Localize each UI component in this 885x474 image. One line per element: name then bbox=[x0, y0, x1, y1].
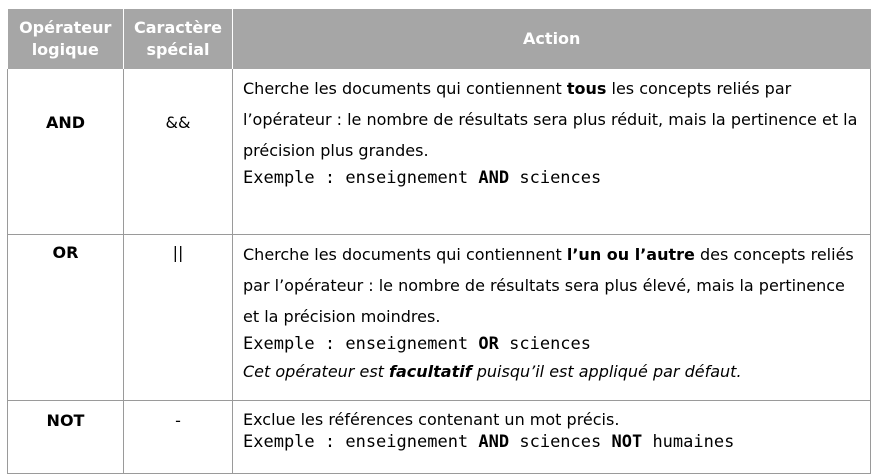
operator-cell: OR bbox=[8, 235, 124, 401]
example-text: sciences bbox=[509, 168, 602, 188]
table-row-and bbox=[8, 69, 871, 235]
example-text: humaines bbox=[642, 432, 735, 452]
operator-cell: NOT bbox=[8, 401, 124, 474]
note-text: puisqu’il est appliqué par défaut. bbox=[471, 362, 742, 381]
example-text: Exemple : enseignement bbox=[243, 334, 479, 354]
action-cell bbox=[233, 69, 871, 235]
example-line bbox=[243, 166, 862, 190]
example-line bbox=[243, 431, 862, 453]
table-row-or bbox=[8, 235, 871, 401]
special-char-cell: && bbox=[124, 69, 233, 235]
description-text: Cherche les documents qui contiennent bbox=[243, 245, 567, 264]
special-char-cell: || bbox=[124, 235, 233, 401]
example-text: Exemple : enseignement bbox=[243, 432, 479, 452]
note-text: Cet opérateur est bbox=[243, 362, 390, 381]
action-cell bbox=[233, 401, 871, 474]
description-emphasis: tous bbox=[566, 79, 607, 98]
action-description bbox=[243, 73, 862, 166]
header-row bbox=[8, 9, 871, 69]
example-line bbox=[243, 332, 862, 356]
description-text: Cherche les documents qui contiennent bbox=[243, 79, 567, 98]
description-emphasis: l’un ou l’autre bbox=[566, 245, 695, 264]
description-text: les concepts reliés par l’opérateur : le nombre de résultats sera plus réduit, mais la pertinence et la précision plus grandes. bbox=[243, 79, 858, 160]
operators-table bbox=[7, 9, 871, 474]
header-action: Action bbox=[233, 9, 871, 69]
header-operator: Opérateur logique bbox=[8, 9, 124, 69]
header-special-char: Caractère spécial bbox=[124, 9, 233, 69]
action-description: Exclue les références contenant un mot précis. bbox=[243, 410, 620, 429]
table-row-not bbox=[8, 401, 871, 474]
default-note bbox=[243, 356, 862, 387]
note-emphasis: facultatif bbox=[389, 362, 472, 381]
example-operator: OR bbox=[478, 334, 499, 354]
example-operator: AND bbox=[478, 432, 510, 452]
example-operator: NOT bbox=[611, 432, 643, 452]
example-text: Exemple : enseignement bbox=[243, 168, 479, 188]
special-char-cell: - bbox=[124, 401, 233, 474]
operator-cell: AND bbox=[8, 69, 124, 235]
example-text: sciences bbox=[509, 432, 612, 452]
example-operator: AND bbox=[478, 168, 510, 188]
action-description bbox=[243, 239, 862, 332]
description-text: des concepts reliés par l’opérateur : le nombre de résultats sera plus élevé, mais la pertinence et la précision moindres. bbox=[243, 245, 854, 326]
action-cell bbox=[233, 235, 871, 401]
example-text: sciences bbox=[498, 334, 592, 354]
